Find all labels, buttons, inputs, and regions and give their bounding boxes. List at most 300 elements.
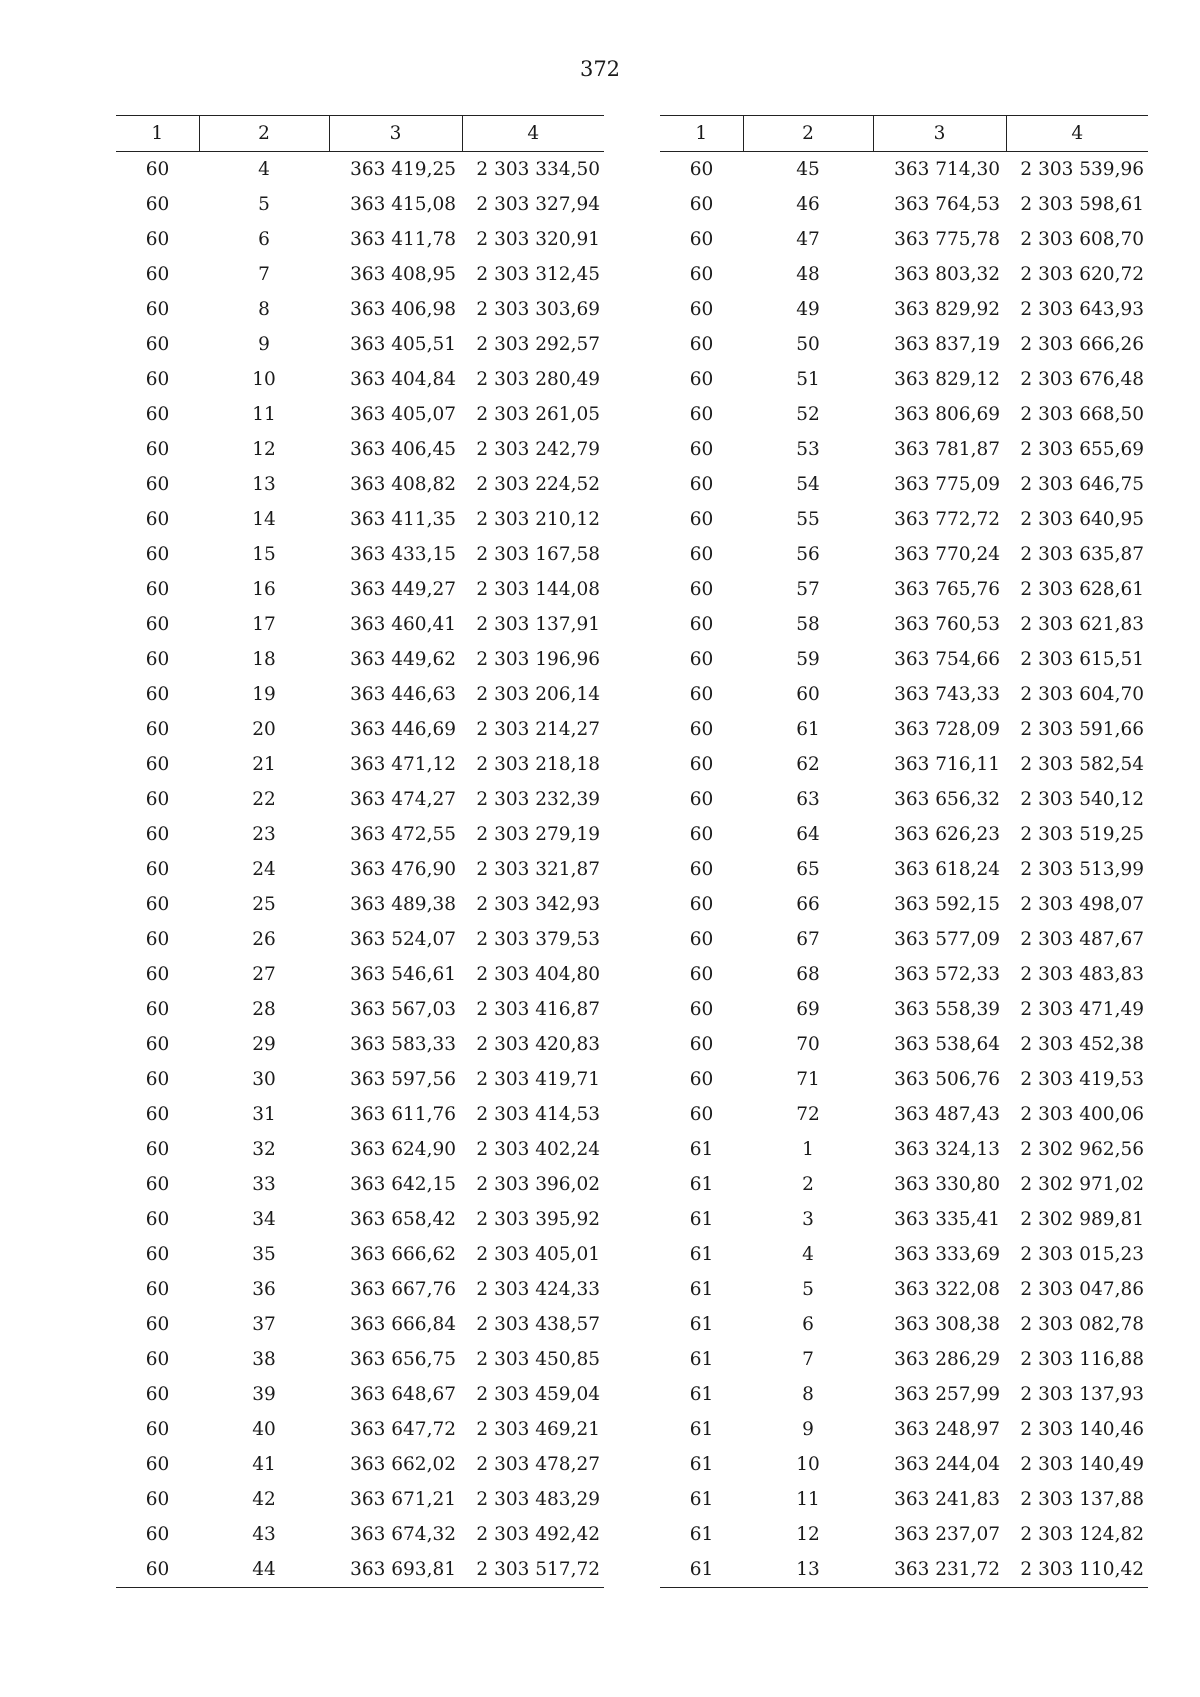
table-cell: 60 bbox=[145, 684, 170, 705]
table-cell: 60 bbox=[145, 894, 170, 915]
table-cell: 2 303 604,70 bbox=[1020, 684, 1144, 705]
table-cell: 2 303 279,19 bbox=[476, 824, 600, 845]
table-cell: 60 bbox=[145, 649, 170, 670]
table-cell: 2 303 640,95 bbox=[1020, 509, 1144, 530]
table-cell: 2 303 242,79 bbox=[476, 439, 600, 460]
table-cell: 60 bbox=[145, 1349, 170, 1370]
table-cell: 60 bbox=[145, 719, 170, 740]
table-cell: 60 bbox=[145, 1419, 170, 1440]
table-row bbox=[116, 1097, 604, 1132]
table-cell: 58 bbox=[796, 614, 820, 635]
table-cell: 66 bbox=[796, 894, 820, 915]
table-cell: 2 303 414,53 bbox=[476, 1104, 600, 1125]
table-row bbox=[116, 922, 604, 957]
table-cell: 2 303 539,96 bbox=[1020, 159, 1144, 180]
table-cell: 60 bbox=[145, 439, 170, 460]
table-cell: 4 bbox=[802, 1244, 814, 1265]
table-row bbox=[660, 1062, 1148, 1097]
table-cell: 363 728,09 bbox=[894, 719, 1000, 740]
table-cell: 2 303 196,96 bbox=[476, 649, 600, 670]
table-cell: 5 bbox=[258, 194, 270, 215]
table-cell: 2 303 140,49 bbox=[1020, 1454, 1144, 1475]
table-cell: 2 303 420,83 bbox=[476, 1034, 600, 1055]
table-cell: 363 624,90 bbox=[350, 1139, 456, 1160]
table-cell: 60 bbox=[145, 369, 170, 390]
table-cell: 363 658,42 bbox=[350, 1209, 456, 1230]
table-cell: 363 419,25 bbox=[350, 159, 456, 180]
table-cell: 363 666,84 bbox=[350, 1314, 456, 1335]
table-cell: 61 bbox=[689, 1524, 714, 1545]
table-cell: 363 648,67 bbox=[350, 1384, 456, 1405]
table-cell: 363 656,32 bbox=[894, 789, 1000, 810]
table-cell: 53 bbox=[796, 439, 820, 460]
table-cell: 57 bbox=[796, 579, 820, 600]
table-cell: 60 bbox=[145, 1314, 170, 1335]
table-cell: 2 302 962,56 bbox=[1020, 1139, 1144, 1160]
table-cell: 2 303 047,86 bbox=[1020, 1279, 1144, 1300]
table-cell: 363 411,35 bbox=[350, 509, 456, 530]
table-cell: 363 489,38 bbox=[350, 894, 456, 915]
page-number: 372 bbox=[579, 57, 621, 81]
table-cell: 2 303 450,85 bbox=[476, 1349, 600, 1370]
table-cell: 60 bbox=[689, 474, 714, 495]
table-cell: 363 471,12 bbox=[350, 754, 456, 775]
table-cell: 363 671,21 bbox=[350, 1489, 456, 1510]
table-cell: 60 bbox=[145, 824, 170, 845]
table-cell: 2 303 144,08 bbox=[476, 579, 600, 600]
table-cell: 71 bbox=[796, 1069, 820, 1090]
table-cell: 60 bbox=[145, 1524, 170, 1545]
table-cell: 60 bbox=[145, 1034, 170, 1055]
table-cell: 60 bbox=[689, 824, 714, 845]
table-row bbox=[116, 467, 604, 502]
table-cell: 2 303 137,88 bbox=[1020, 1489, 1144, 1510]
table-cell: 3 bbox=[802, 1209, 814, 1230]
table-row bbox=[660, 467, 1148, 502]
table-cell: 2 303 438,57 bbox=[476, 1314, 600, 1335]
column-header: 1 bbox=[116, 116, 199, 152]
table-cell: 60 bbox=[145, 754, 170, 775]
table-row bbox=[660, 1167, 1148, 1202]
table-cell: 60 bbox=[145, 614, 170, 635]
table-cell: 363 647,72 bbox=[350, 1419, 456, 1440]
table-cell: 363 405,51 bbox=[350, 334, 456, 355]
table-cell: 2 303 517,72 bbox=[462, 1552, 604, 1588]
table-cell: 60 bbox=[145, 404, 170, 425]
table-cell: 363 765,76 bbox=[894, 579, 1000, 600]
table-cell: 13 bbox=[252, 474, 276, 495]
table-cell: 60 bbox=[145, 1489, 170, 1510]
table-cell: 60 bbox=[145, 159, 170, 180]
table-cell: 72 bbox=[796, 1104, 820, 1125]
table-cell: 2 303 416,87 bbox=[476, 999, 600, 1020]
table-row bbox=[660, 292, 1148, 327]
table-cell: 363 460,41 bbox=[350, 614, 456, 635]
table-cell: 60 bbox=[689, 894, 714, 915]
table-cell: 363 618,24 bbox=[894, 859, 1000, 880]
table-cell: 363 406,98 bbox=[350, 299, 456, 320]
table-cell: 61 bbox=[689, 1419, 714, 1440]
table-cell: 7 bbox=[802, 1349, 814, 1370]
table-cell: 60 bbox=[689, 1034, 714, 1055]
table-cell: 363 806,69 bbox=[894, 404, 1000, 425]
table-cell: 363 433,15 bbox=[350, 544, 456, 565]
table-cell: 363 674,32 bbox=[350, 1524, 456, 1545]
table-cell: 363 476,90 bbox=[350, 859, 456, 880]
table-cell: 2 303 668,50 bbox=[1020, 404, 1144, 425]
table-row bbox=[116, 1447, 604, 1482]
table-cell: 60 bbox=[689, 859, 714, 880]
table-row bbox=[660, 747, 1148, 782]
table-cell: 60 bbox=[689, 544, 714, 565]
table-cell: 2 303 519,25 bbox=[1020, 824, 1144, 845]
table-row bbox=[116, 957, 604, 992]
table-cell: 23 bbox=[252, 824, 276, 845]
table-row bbox=[116, 1482, 604, 1517]
table-cell: 2 303 342,93 bbox=[476, 894, 600, 915]
table-cell: 50 bbox=[796, 334, 820, 355]
column-header: 2 bbox=[199, 116, 329, 152]
table-cell: 2 303 206,14 bbox=[476, 684, 600, 705]
table-cell: 2 303 140,46 bbox=[1020, 1419, 1144, 1440]
table-cell: 60 bbox=[689, 579, 714, 600]
table-row bbox=[116, 1272, 604, 1307]
table-row bbox=[660, 1412, 1148, 1447]
table-cell: 13 bbox=[743, 1552, 873, 1588]
table-cell: 363 781,87 bbox=[894, 439, 1000, 460]
table-cell: 363 411,78 bbox=[350, 229, 456, 250]
table-cell: 363 538,64 bbox=[894, 1034, 1000, 1055]
table-cell: 2 303 478,27 bbox=[476, 1454, 600, 1475]
table-cell: 363 257,99 bbox=[894, 1384, 1000, 1405]
table-cell: 29 bbox=[252, 1034, 276, 1055]
table-cell: 60 bbox=[689, 964, 714, 985]
table-row bbox=[116, 1062, 604, 1097]
table-row bbox=[660, 852, 1148, 887]
table-cell: 363 583,33 bbox=[350, 1034, 456, 1055]
table-row bbox=[116, 852, 604, 887]
table-cell: 363 449,62 bbox=[350, 649, 456, 670]
table-cell: 60 bbox=[145, 1104, 170, 1125]
table-cell: 363 772,72 bbox=[894, 509, 1000, 530]
table-cell: 2 303 210,12 bbox=[476, 509, 600, 530]
table-cell: 38 bbox=[252, 1349, 276, 1370]
table-cell: 43 bbox=[252, 1524, 276, 1545]
table-row bbox=[660, 327, 1148, 362]
table-row bbox=[116, 607, 604, 642]
table-cell: 363 408,82 bbox=[350, 474, 456, 495]
table-cell: 363 829,92 bbox=[894, 299, 1000, 320]
table-cell: 62 bbox=[796, 754, 820, 775]
table-cell: 363 764,53 bbox=[894, 194, 1000, 215]
table-cell: 363 487,43 bbox=[894, 1104, 1000, 1125]
table-cell: 60 bbox=[689, 1069, 714, 1090]
table-row bbox=[116, 537, 604, 572]
table-cell: 61 bbox=[689, 1174, 714, 1195]
table-cell: 2 303 676,48 bbox=[1020, 369, 1144, 390]
table-cell: 2 302 989,81 bbox=[1020, 1209, 1144, 1230]
table-cell: 60 bbox=[145, 1069, 170, 1090]
table-row bbox=[116, 1307, 604, 1342]
table-cell: 363 829,12 bbox=[894, 369, 1000, 390]
table-cell: 63 bbox=[796, 789, 820, 810]
table-cell: 9 bbox=[258, 334, 270, 355]
table-cell: 60 bbox=[145, 929, 170, 950]
coordinates-table-left bbox=[116, 115, 604, 1588]
table-cell: 363 405,07 bbox=[350, 404, 456, 425]
table-cell: 2 303 395,92 bbox=[476, 1209, 600, 1230]
table-cell: 61 bbox=[660, 1552, 743, 1588]
table-cell: 363 524,07 bbox=[350, 929, 456, 950]
table-cell: 12 bbox=[796, 1524, 820, 1545]
table-cell: 363 286,29 bbox=[894, 1349, 1000, 1370]
table-cell: 68 bbox=[796, 964, 820, 985]
table-cell: 25 bbox=[252, 894, 276, 915]
table-row bbox=[660, 187, 1148, 222]
table-cell: 363 330,80 bbox=[894, 1174, 1000, 1195]
table-row bbox=[116, 502, 604, 537]
table-cell: 2 303 396,02 bbox=[476, 1174, 600, 1195]
table-cell: 2 303 483,83 bbox=[1020, 964, 1144, 985]
table-cell: 26 bbox=[252, 929, 276, 950]
table-row bbox=[660, 257, 1148, 292]
table-row bbox=[116, 187, 604, 222]
table-cell: 60 bbox=[145, 579, 170, 600]
table-cell: 363 322,08 bbox=[894, 1279, 1000, 1300]
table-row bbox=[116, 572, 604, 607]
table-row bbox=[116, 712, 604, 747]
table-row bbox=[660, 817, 1148, 852]
table-cell: 32 bbox=[252, 1139, 276, 1160]
table-cell: 61 bbox=[689, 1384, 714, 1405]
table-cell: 17 bbox=[252, 614, 276, 635]
table-cell: 60 bbox=[145, 264, 170, 285]
table-cell: 2 303 615,51 bbox=[1020, 649, 1144, 670]
table-cell: 2 303 110,42 bbox=[1006, 1552, 1148, 1588]
table-cell: 36 bbox=[252, 1279, 276, 1300]
table-cell: 2 303 116,88 bbox=[1020, 1349, 1144, 1370]
table-cell: 363 642,15 bbox=[350, 1174, 456, 1195]
table-cell: 30 bbox=[252, 1069, 276, 1090]
table-cell: 60 bbox=[689, 334, 714, 355]
table-cell: 2 303 452,38 bbox=[1020, 1034, 1144, 1055]
table-cell: 2 303 621,83 bbox=[1020, 614, 1144, 635]
table-header-row bbox=[660, 116, 1148, 152]
table-cell: 2 303 321,87 bbox=[476, 859, 600, 880]
table-cell: 2 303 469,21 bbox=[476, 1419, 600, 1440]
table-row bbox=[660, 1342, 1148, 1377]
table-cell: 2 303 015,23 bbox=[1020, 1244, 1144, 1265]
table-cell: 60 bbox=[145, 1139, 170, 1160]
table-cell: 363 656,75 bbox=[350, 1349, 456, 1370]
coordinates-table-right bbox=[660, 115, 1148, 1588]
table-cell: 2 303 582,54 bbox=[1020, 754, 1144, 775]
table-cell: 10 bbox=[252, 369, 276, 390]
table-row bbox=[660, 1097, 1148, 1132]
table-cell: 11 bbox=[252, 404, 276, 425]
table-row bbox=[116, 397, 604, 432]
table-row bbox=[116, 152, 604, 188]
table-row bbox=[660, 1132, 1148, 1167]
table-cell: 61 bbox=[689, 1209, 714, 1230]
table-row bbox=[116, 1237, 604, 1272]
table-cell: 2 303 218,18 bbox=[476, 754, 600, 775]
table-cell: 2 303 292,57 bbox=[476, 334, 600, 355]
table-cell: 363 404,84 bbox=[350, 369, 456, 390]
table-cell: 51 bbox=[796, 369, 820, 390]
table-cell: 363 611,76 bbox=[350, 1104, 456, 1125]
table-cell: 60 bbox=[145, 1454, 170, 1475]
table-row bbox=[116, 257, 604, 292]
table-cell: 2 303 608,70 bbox=[1020, 229, 1144, 250]
column-header: 4 bbox=[1006, 116, 1148, 152]
table-cell: 363 592,15 bbox=[894, 894, 1000, 915]
table-cell: 34 bbox=[252, 1209, 276, 1230]
table-cell: 60 bbox=[796, 684, 820, 705]
table-cell: 1 bbox=[802, 1139, 814, 1160]
table-cell: 363 248,97 bbox=[894, 1419, 1000, 1440]
table-cell: 363 558,39 bbox=[894, 999, 1000, 1020]
table-row bbox=[660, 1027, 1148, 1062]
table-cell: 363 446,69 bbox=[350, 719, 456, 740]
table-row bbox=[660, 572, 1148, 607]
table-row bbox=[660, 782, 1148, 817]
table-row bbox=[116, 362, 604, 397]
table-cell: 2 303 483,29 bbox=[476, 1489, 600, 1510]
table-cell: 18 bbox=[252, 649, 276, 670]
table-cell: 6 bbox=[802, 1314, 814, 1335]
table-row bbox=[660, 502, 1148, 537]
table-row bbox=[660, 432, 1148, 467]
table-cell: 65 bbox=[796, 859, 820, 880]
table-cell: 8 bbox=[802, 1384, 814, 1405]
table-cell: 60 bbox=[145, 1174, 170, 1195]
table-cell: 363 567,03 bbox=[350, 999, 456, 1020]
table-cell: 2 303 471,49 bbox=[1020, 999, 1144, 1020]
table-cell: 363 714,30 bbox=[894, 159, 1000, 180]
table-row bbox=[660, 887, 1148, 922]
table-cell: 363 775,09 bbox=[894, 474, 1000, 495]
table-cell: 2 303 327,94 bbox=[476, 194, 600, 215]
table-cell: 4 bbox=[258, 159, 270, 180]
table-row bbox=[116, 782, 604, 817]
table-cell: 363 626,23 bbox=[894, 824, 1000, 845]
table-cell: 60 bbox=[145, 544, 170, 565]
table-cell: 69 bbox=[796, 999, 820, 1020]
table-cell: 2 303 137,93 bbox=[1020, 1384, 1144, 1405]
table-cell: 24 bbox=[252, 859, 276, 880]
table-cell: 60 bbox=[145, 1244, 170, 1265]
table-cell: 60 bbox=[145, 334, 170, 355]
table-cell: 60 bbox=[689, 264, 714, 285]
table-cell: 61 bbox=[689, 1314, 714, 1335]
table-cell: 363 754,66 bbox=[894, 649, 1000, 670]
table-cell: 363 662,02 bbox=[350, 1454, 456, 1475]
table-cell: 70 bbox=[796, 1034, 820, 1055]
table-row bbox=[660, 537, 1148, 572]
table-cell: 60 bbox=[689, 649, 714, 670]
table-cell: 363 415,08 bbox=[350, 194, 456, 215]
table-row bbox=[660, 362, 1148, 397]
table-cell: 22 bbox=[252, 789, 276, 810]
table-cell: 60 bbox=[689, 299, 714, 320]
table-cell: 363 666,62 bbox=[350, 1244, 456, 1265]
table-cell: 2 303 419,71 bbox=[476, 1069, 600, 1090]
table-cell: 27 bbox=[252, 964, 276, 985]
table-row bbox=[116, 817, 604, 852]
table-row bbox=[116, 747, 604, 782]
table-cell: 60 bbox=[689, 194, 714, 215]
table-cell: 2 303 498,07 bbox=[1020, 894, 1144, 915]
table-row bbox=[660, 152, 1148, 188]
table-row bbox=[116, 1377, 604, 1412]
table-cell: 2 303 643,93 bbox=[1020, 299, 1144, 320]
table-cell: 2 303 312,45 bbox=[476, 264, 600, 285]
table-cell: 60 bbox=[689, 719, 714, 740]
table-cell: 60 bbox=[145, 194, 170, 215]
table-cell: 52 bbox=[796, 404, 820, 425]
table-row bbox=[660, 992, 1148, 1027]
table-cell: 20 bbox=[252, 719, 276, 740]
table-cell: 2 303 280,49 bbox=[476, 369, 600, 390]
table-cell: 2 303 082,78 bbox=[1020, 1314, 1144, 1335]
table-cell: 60 bbox=[145, 299, 170, 320]
table-cell: 61 bbox=[689, 1454, 714, 1475]
table-cell: 61 bbox=[796, 719, 820, 740]
table-row bbox=[116, 677, 604, 712]
column-header: 1 bbox=[660, 116, 743, 152]
table-cell: 363 241,83 bbox=[894, 1489, 1000, 1510]
table-row bbox=[660, 1517, 1148, 1552]
table-cell: 55 bbox=[796, 509, 820, 530]
table-cell: 54 bbox=[796, 474, 820, 495]
table-cell: 2 303 124,82 bbox=[1020, 1524, 1144, 1545]
table-cell: 363 577,09 bbox=[894, 929, 1000, 950]
table-row bbox=[660, 1482, 1148, 1517]
table-row bbox=[660, 642, 1148, 677]
table-row bbox=[660, 922, 1148, 957]
table-cell: 48 bbox=[796, 264, 820, 285]
table-cell: 2 303 402,24 bbox=[476, 1139, 600, 1160]
table-cell: 5 bbox=[802, 1279, 814, 1300]
table-cell: 2 303 666,26 bbox=[1020, 334, 1144, 355]
table-cell: 61 bbox=[689, 1139, 714, 1160]
table-cell: 2 303 487,67 bbox=[1020, 929, 1144, 950]
table-cell: 60 bbox=[689, 754, 714, 775]
table-row bbox=[116, 1167, 604, 1202]
table-cell: 35 bbox=[252, 1244, 276, 1265]
table-cell: 60 bbox=[145, 1209, 170, 1230]
table-row bbox=[116, 1132, 604, 1167]
table-cell: 15 bbox=[252, 544, 276, 565]
table-cell: 2 303 303,69 bbox=[476, 299, 600, 320]
table-cell: 363 546,61 bbox=[350, 964, 456, 985]
table-header-row bbox=[116, 116, 604, 152]
table-cell: 2 303 400,06 bbox=[1020, 1104, 1144, 1125]
table-cell: 363 474,27 bbox=[350, 789, 456, 810]
table-cell: 60 bbox=[145, 229, 170, 250]
table-cell: 61 bbox=[689, 1489, 714, 1510]
table-row bbox=[660, 607, 1148, 642]
table-cell: 363 244,04 bbox=[894, 1454, 1000, 1475]
table-cell: 7 bbox=[258, 264, 270, 285]
table-cell: 2 bbox=[802, 1174, 814, 1195]
table-cell: 2 303 620,72 bbox=[1020, 264, 1144, 285]
table-cell: 363 408,95 bbox=[350, 264, 456, 285]
table-cell: 60 bbox=[689, 1104, 714, 1125]
table-cell: 46 bbox=[796, 194, 820, 215]
table-cell: 2 303 424,33 bbox=[476, 1279, 600, 1300]
